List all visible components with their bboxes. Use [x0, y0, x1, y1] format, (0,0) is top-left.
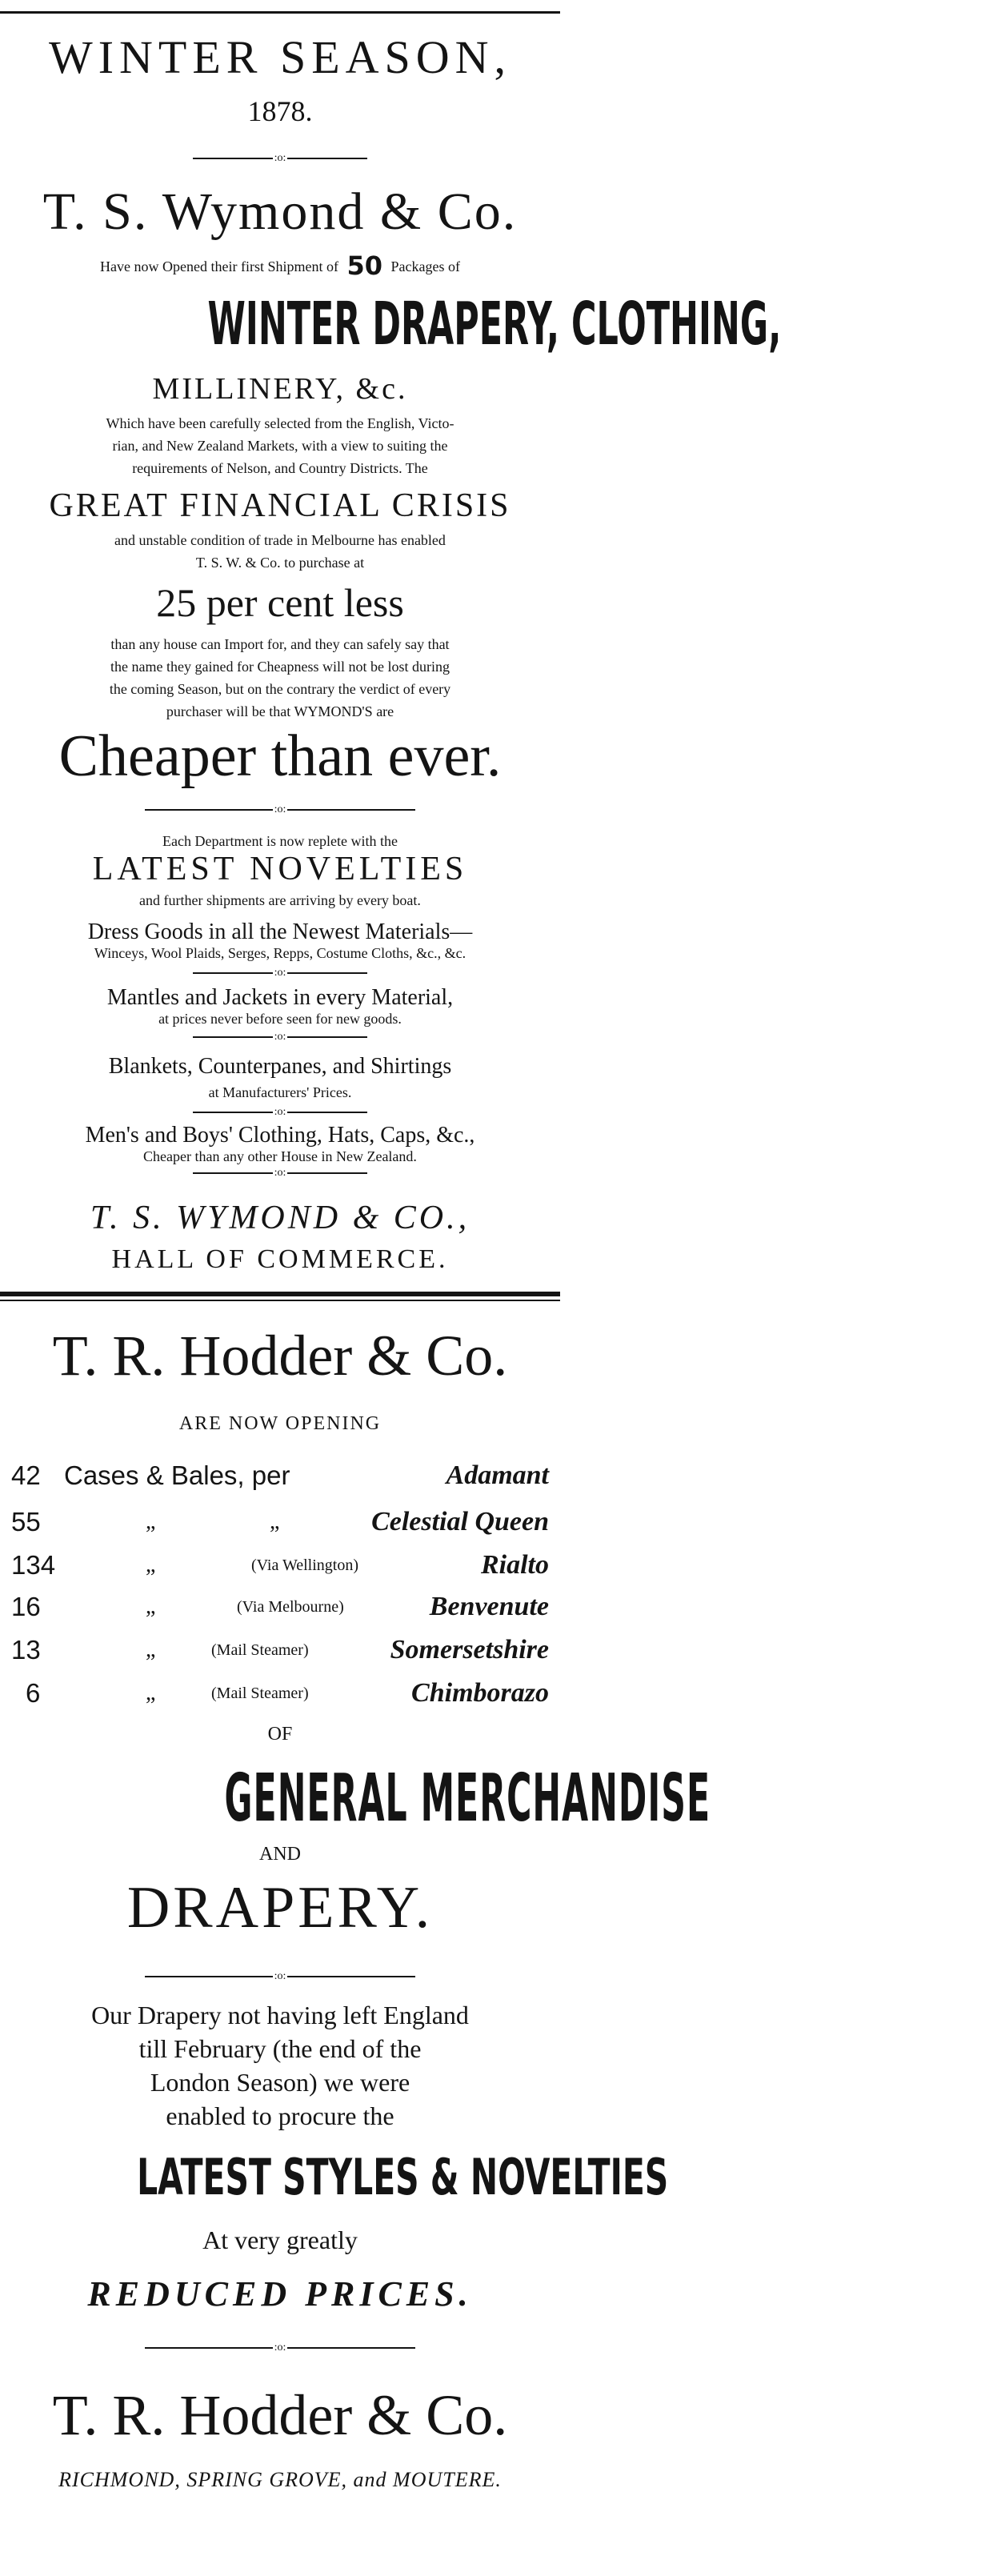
- shipment-row: [11, 1548, 549, 1583]
- discount-heading: 25 per cent less: [156, 580, 404, 625]
- divider: :o:: [0, 1104, 560, 1120]
- para2-line2: T. S. W. & Co. to purchase at: [195, 555, 365, 571]
- shipments-line: and further shipments are arriving by every boat.: [139, 892, 421, 908]
- para3-line1: than any house can Import for, and they can safely say that: [110, 636, 450, 652]
- shipment-count: 55: [11, 1507, 41, 1536]
- latest-novelties-heading: LATEST NOVELTIES: [92, 851, 468, 887]
- reduced-prices: REDUCED PRICES.: [87, 2274, 473, 2314]
- package-count: 50: [346, 250, 382, 281]
- vessel-name: Chimborazo: [411, 1678, 549, 1708]
- route-note: (Via Melbourne): [237, 1598, 344, 1616]
- separator-rule-thick: [0, 1292, 560, 1296]
- financial-crisis-heading: GREAT FINANCIAL CRISIS: [49, 487, 511, 524]
- wymond-signature: T. S. WYMOND & CO.,: [90, 1200, 470, 1236]
- vessel-name: Somersetshire: [390, 1635, 549, 1665]
- hodder-firm-name-footer: T. R. Hodder & Co.: [52, 2383, 508, 2447]
- divider: :o:: [0, 965, 560, 981]
- para1-line2: rian, and New Zealand Markets, with a view to suiting the: [112, 438, 448, 454]
- para3-line2: the name they gained for Cheapness will not be lost during: [110, 659, 450, 675]
- para2-line1: and unstable condition of trade in Melbourne has enabled: [114, 532, 446, 548]
- para1-line1: Which have been carefully selected from the English, Victo-: [106, 415, 454, 431]
- divider: :o:: [0, 1029, 560, 1045]
- ditto-mark: „: [146, 1509, 156, 1534]
- hodder-locations: RICHMOND, SPRING GROVE, and MOUTERE.: [58, 2468, 502, 2491]
- latest-styles-headline: LATEST STYLES & NOVELTIES: [137, 2148, 669, 2206]
- ditto-mark: „: [146, 1552, 156, 1577]
- millinery-heading: MILLINERY, &c.: [152, 372, 408, 406]
- shipment-intro: Have now Opened their first Shipment of 50 Packages of: [100, 250, 460, 281]
- divider: :o:: [0, 1969, 560, 1985]
- shipment-label: Cases & Bales, per: [64, 1460, 290, 1490]
- route-note: (Via Wellington): [251, 1556, 359, 1574]
- dress-goods-detail: Winceys, Wool Plaids, Serges, Repps, Costume Cloths, &c., &c.: [94, 945, 466, 961]
- now-opening: ARE NOW OPENING: [178, 1413, 382, 1434]
- divider: :o:: [0, 802, 560, 818]
- vessel-name: Adamant: [446, 1460, 549, 1490]
- divider: :o:: [0, 1165, 560, 1181]
- general-merchandise-headline: GENERAL MERCHANDISE: [224, 1761, 711, 1837]
- route-note: (Mail Steamer): [211, 1641, 309, 1659]
- and-label: AND: [259, 1844, 301, 1865]
- drapery-para-line2: till February (the end of the: [138, 2034, 422, 2063]
- drapery-para-line4: enabled to procure the: [166, 2101, 394, 2130]
- divider: :o:: [0, 2340, 560, 2356]
- mantles-detail: at prices never before seen for new goods.: [158, 1011, 402, 1027]
- drapery-para-line3: London Season) we were: [150, 2068, 410, 2097]
- ditto-mark: „: [270, 1509, 280, 1534]
- hodder-firm-name: T. R. Hodder & Co.: [52, 1324, 508, 1388]
- of-label: OF: [267, 1724, 293, 1745]
- vessel-name: Benvenute: [429, 1592, 549, 1621]
- shipment-row: [11, 1676, 549, 1711]
- para3-line3: the coming Season, but on the contrary the verdict of every: [109, 681, 451, 697]
- season-title: WINTER SEASON,: [48, 31, 512, 83]
- wymond-firm-name: T. S. Wymond & Co.: [42, 182, 518, 241]
- vessel-name: Rialto: [480, 1550, 549, 1580]
- top-rule: [0, 11, 560, 14]
- dress-goods-heading: Dress Goods in all the Newest Materials—: [87, 919, 473, 944]
- para3-line4: purchaser will be that WYMOND'S are: [166, 703, 394, 719]
- separator-rule-thin: [0, 1300, 560, 1301]
- divider: :o:: [0, 150, 560, 166]
- drapery-para-line1: Our Drapery not having left England: [91, 2001, 469, 2029]
- blankets-detail: at Manufacturers' Prices.: [208, 1084, 352, 1100]
- route-note: (Mail Steamer): [211, 1685, 309, 1702]
- shipment-count: 134: [11, 1550, 56, 1580]
- shipment-row: [11, 1458, 549, 1493]
- shipment-row: [11, 1589, 549, 1625]
- cheaper-than-ever: Cheaper than ever.: [58, 723, 502, 789]
- shipment-row: [11, 1633, 549, 1668]
- shipment-row: [11, 1504, 549, 1540]
- clothing-heading: Men's and Boys' Clothing, Hats, Caps, &c.,: [85, 1123, 475, 1148]
- winter-drapery-headline: WINTER DRAPERY, CLOTHING,: [207, 290, 782, 359]
- clothing-detail: Cheaper than any other House in New Zealand.: [143, 1148, 417, 1164]
- ditto-mark: „: [146, 1594, 156, 1619]
- hall-of-commerce: HALL OF COMMERCE.: [111, 1244, 449, 1274]
- blankets-heading: Blankets, Counterpanes, and Shirtings: [108, 1054, 452, 1079]
- drapery-heading: DRAPERY.: [126, 1875, 434, 1941]
- department-line: Each Department is now replete with the: [162, 833, 398, 849]
- mantles-heading: Mantles and Jackets in every Material,: [106, 985, 454, 1010]
- ditto-mark: „: [146, 1637, 156, 1662]
- shipment-count: 16: [11, 1592, 41, 1621]
- shipment-count: 42: [11, 1460, 41, 1490]
- at-very-greatly: At very greatly: [202, 2225, 358, 2254]
- shipment-count: 13: [11, 1635, 41, 1665]
- vessel-name: Celestial Queen: [371, 1507, 549, 1536]
- season-year: 1878.: [247, 95, 313, 127]
- para1-line3: requirements of Nelson, and Country Districts. The: [132, 460, 428, 476]
- ditto-mark: „: [146, 1681, 156, 1705]
- shipment-count: 6: [26, 1678, 41, 1708]
